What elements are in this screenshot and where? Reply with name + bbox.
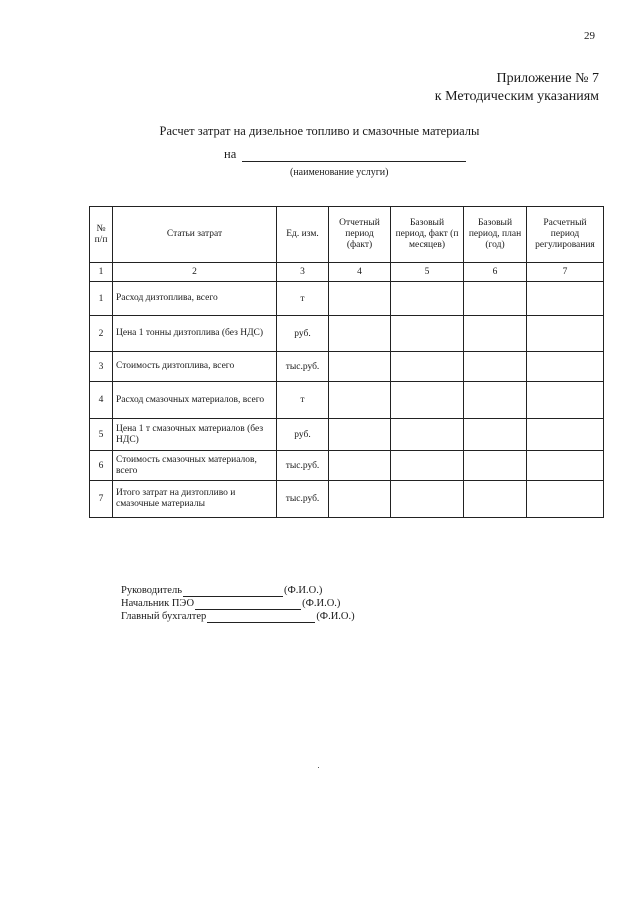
signature-block <box>121 584 355 623</box>
cost-item: Расход дизтоплива, всего <box>113 282 277 316</box>
appendix-heading <box>435 70 599 106</box>
header-reporting-period: Отчетный период (факт) <box>329 207 391 263</box>
page-number: 29 <box>584 30 595 42</box>
table-header-row <box>90 207 604 263</box>
value-cell <box>464 419 527 451</box>
unit: т <box>277 282 329 316</box>
header-base-fact: Базовый период, факт (п месяцев) <box>391 207 464 263</box>
table-row <box>90 316 604 352</box>
value-cell <box>329 352 391 382</box>
value-cell <box>329 481 391 518</box>
signature-suffix: (Ф.И.О.) <box>302 598 341 609</box>
row-number: 5 <box>90 419 113 451</box>
row-number: 6 <box>90 451 113 481</box>
row-number: 1 <box>90 282 113 316</box>
signature-suffix: (Ф.И.О.) <box>283 585 323 596</box>
value-cell <box>391 419 464 451</box>
value-cell <box>464 352 527 382</box>
service-line <box>224 147 466 162</box>
value-cell <box>391 481 464 518</box>
value-cell <box>464 282 527 316</box>
service-note: (наименование услуги) <box>290 167 389 178</box>
table-row <box>90 451 604 481</box>
value-cell <box>527 282 604 316</box>
signature-line-peo-head <box>121 597 355 610</box>
cost-item: Расход смазочных материалов, всего <box>113 382 277 419</box>
column-number-row <box>90 263 604 282</box>
service-name-blank <box>242 148 466 162</box>
cost-item: Цена 1 тонны дизтоплива (без НДС) <box>113 316 277 352</box>
column-number: 4 <box>329 263 391 282</box>
scan-speck <box>318 767 319 768</box>
unit: тыс.руб. <box>277 481 329 518</box>
unit: тыс.руб. <box>277 451 329 481</box>
value-cell <box>329 282 391 316</box>
value-cell <box>464 316 527 352</box>
unit: т <box>277 382 329 419</box>
column-number: 3 <box>277 263 329 282</box>
header-base-plan: Базовый период, план (год) <box>464 207 527 263</box>
column-number: 1 <box>90 263 113 282</box>
row-number: 4 <box>90 382 113 419</box>
row-number: 3 <box>90 352 113 382</box>
table-row <box>90 352 604 382</box>
cost-table <box>89 206 604 518</box>
document-title: Расчет затрат на дизельное топливо и смазочные материалы <box>159 124 480 138</box>
value-cell <box>329 451 391 481</box>
header-item: Статьи затрат <box>113 207 277 263</box>
signature-blank <box>207 612 315 623</box>
appendix-line-1: Приложение № 7 <box>496 71 599 86</box>
column-number: 7 <box>527 263 604 282</box>
column-number: 6 <box>464 263 527 282</box>
signature-role: Руководитель <box>121 585 182 596</box>
signature-blank <box>195 599 301 610</box>
for-label: на <box>224 147 237 161</box>
appendix-line-2: к Методическим указаниям <box>434 89 599 104</box>
value-cell <box>329 382 391 419</box>
row-number: 7 <box>90 481 113 518</box>
value-cell <box>391 316 464 352</box>
unit: руб. <box>277 316 329 352</box>
signature-line-director <box>121 584 355 597</box>
column-number: 5 <box>391 263 464 282</box>
value-cell <box>464 481 527 518</box>
value-cell <box>391 352 464 382</box>
cost-item: Стоимость смазочных материалов, всего <box>113 451 277 481</box>
header-unit: Ед. изм. <box>277 207 329 263</box>
signature-suffix: (Ф.И.О.) <box>316 611 355 622</box>
row-number: 2 <box>90 316 113 352</box>
header-regulation-period: Расчетный период регулирования <box>527 207 604 263</box>
value-cell <box>391 382 464 419</box>
value-cell <box>329 316 391 352</box>
value-cell <box>329 419 391 451</box>
value-cell <box>464 382 527 419</box>
cost-item: Цена 1 т смазочных материалов (без НДС) <box>113 419 277 451</box>
value-cell <box>527 419 604 451</box>
value-cell <box>464 451 527 481</box>
signature-blank <box>183 586 283 597</box>
table-row <box>90 481 604 518</box>
column-number: 2 <box>113 263 277 282</box>
table-row <box>90 382 604 419</box>
table-row <box>90 419 604 451</box>
value-cell <box>527 316 604 352</box>
unit: тыс.руб. <box>277 352 329 382</box>
signature-line-chief-accountant <box>121 610 355 623</box>
value-cell <box>391 451 464 481</box>
signature-role: Главный бухгалтер <box>121 611 207 622</box>
cost-item: Итого затрат на дизтопливо и смазочные материалы <box>113 481 277 518</box>
table-row <box>90 282 604 316</box>
cost-item: Стоимость дизтоплива, всего <box>113 352 277 382</box>
header-num: № п/п <box>90 207 113 263</box>
value-cell <box>527 352 604 382</box>
value-cell <box>527 451 604 481</box>
value-cell <box>391 282 464 316</box>
value-cell <box>527 382 604 419</box>
signature-role: Начальник ПЭО <box>121 598 195 609</box>
unit: руб. <box>277 419 329 451</box>
value-cell <box>527 481 604 518</box>
